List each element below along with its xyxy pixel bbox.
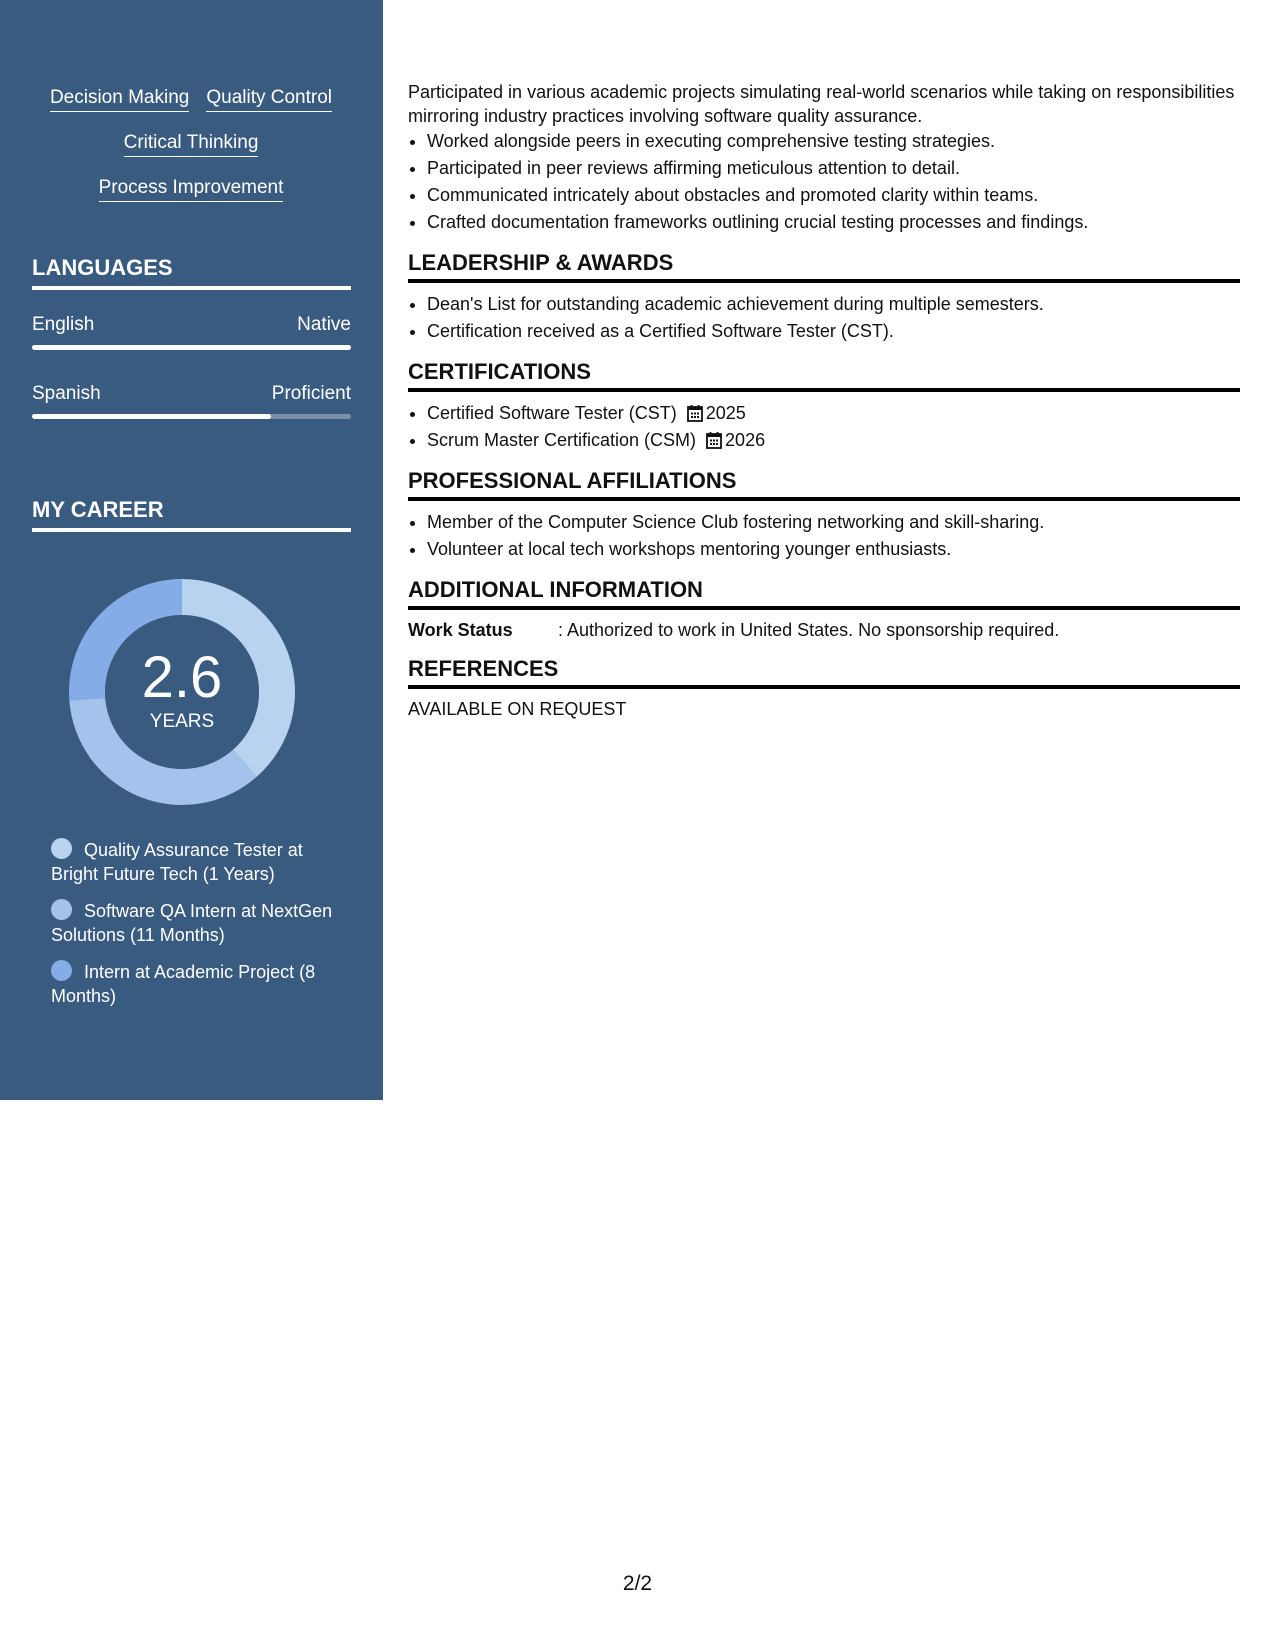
- leadership-list: [408, 291, 1240, 345]
- list-item: • Worked alongside peers in executing comprehensive testing strategies.: [427, 128, 1240, 155]
- legend-dot: [51, 838, 72, 859]
- language-level: Native: [297, 314, 351, 335]
- affiliations-list: [408, 509, 1240, 563]
- career-legend: [51, 838, 351, 1021]
- project-bullets: [408, 128, 1240, 236]
- skills-row: [32, 131, 350, 176]
- list-item: • Certification received as a Certified Software Tester (CST).: [427, 318, 1240, 345]
- language-name: English: [32, 314, 95, 335]
- references-heading: REFERENCES: [408, 656, 1240, 689]
- leadership-heading: LEADERSHIP & AWARDS: [408, 250, 1240, 283]
- language-bar-fill: [32, 345, 351, 350]
- skills-row: [32, 86, 350, 131]
- work-status-row: [408, 618, 1240, 642]
- languages-heading: LANGUAGES: [32, 255, 351, 290]
- calendar-icon: [706, 431, 722, 449]
- certifications-heading: CERTIFICATIONS: [408, 359, 1240, 392]
- certification-item: [427, 400, 1240, 427]
- page-number: 2/2: [622, 1572, 653, 1595]
- career-item: [51, 838, 351, 886]
- language-bar: [32, 414, 351, 419]
- skill-tag: Decision Making: [50, 86, 189, 112]
- skill-tag: Process Improvement: [99, 176, 284, 202]
- language-bar-fill: [32, 414, 271, 419]
- list-item: • Communicated intricately about obstacles and promoted clarity within teams.: [427, 182, 1240, 209]
- skills-row: [32, 176, 350, 221]
- career-total-value: 2.6: [141, 645, 223, 710]
- language-level: Proficient: [271, 383, 351, 404]
- additional-info-heading: ADDITIONAL INFORMATION: [408, 577, 1240, 610]
- work-status-label: Work Status: [408, 620, 513, 640]
- career-total-unit: YEARS: [149, 711, 215, 732]
- list-item: • Member of the Computer Science Club fostering networking and skill-sharing.: [427, 509, 1240, 536]
- career-item: [51, 899, 351, 947]
- certifications-list: [408, 400, 1240, 454]
- career-item-label: Intern at Academic Project (8 Months): [51, 962, 316, 1006]
- certification-year: 2026: [725, 430, 766, 450]
- work-status-value: : Authorized to work in United States. No sponsorship required.: [558, 620, 1060, 640]
- main-content: [408, 80, 1240, 721]
- references-text: AVAILABLE ON REQUEST: [408, 699, 627, 719]
- career-item: [51, 960, 351, 1008]
- list-item: • Participated in peer reviews affirming meticulous attention to detail.: [427, 155, 1240, 182]
- list-item: • Crafted documentation frameworks outlining crucial testing processes and findings.: [427, 209, 1240, 236]
- skills-list: [32, 86, 350, 221]
- certification-item: [427, 427, 1240, 454]
- language-bar: [32, 345, 351, 350]
- career-item-label: Quality Assurance Tester at Bright Future Tech (1 Years): [51, 840, 303, 884]
- sidebar: [0, 0, 383, 1100]
- career-heading: MY CAREER: [32, 497, 351, 532]
- skill-tag: Quality Control: [206, 86, 332, 112]
- career-total: [62, 572, 302, 812]
- career-item-label: Software QA Intern at NextGen Solutions (11 Months): [51, 901, 333, 945]
- calendar-icon: [687, 404, 703, 422]
- list-item: • Dean's List for outstanding academic achievement during multiple semesters.: [427, 291, 1240, 318]
- legend-dot: [51, 899, 72, 920]
- language-name: Spanish: [32, 383, 101, 404]
- affiliations-heading: PROFESSIONAL AFFILIATIONS: [408, 468, 1240, 501]
- language-english: [32, 314, 351, 350]
- certification-name: Certified Software Tester (CST): [427, 403, 677, 423]
- list-item: • Volunteer at local tech workshops mentoring younger enthusiasts.: [427, 536, 1240, 563]
- project-description: Participated in various academic projects simulating real-world scenarios while taking on responsibilities mirroring industry practices involving software quality assurance.: [408, 82, 1235, 126]
- certification-name: Scrum Master Certification (CSM): [427, 430, 697, 450]
- certification-year: 2025: [705, 403, 746, 423]
- language-spanish: [32, 383, 351, 419]
- skill-tag: Critical Thinking: [124, 131, 259, 157]
- legend-dot: [51, 960, 72, 981]
